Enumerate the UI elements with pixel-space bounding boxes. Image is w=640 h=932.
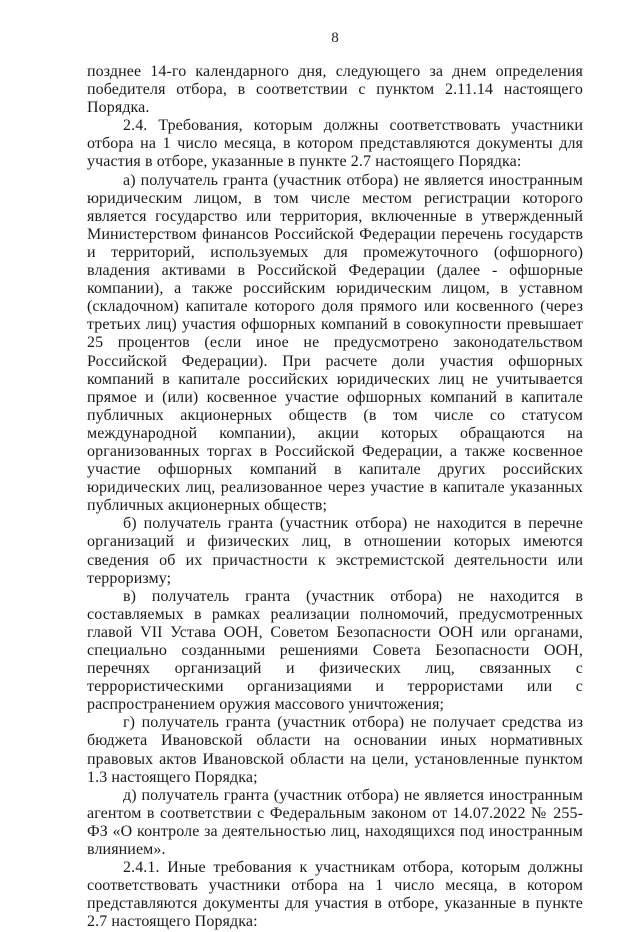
text-block xyxy=(87,63,583,932)
paragraph: д) получатель гранта (участник отбора) не является иностранным агентом в соответствии с Федеральным законом от 14.07.2022 № 255-ФЗ «О контроле за деятельностью лиц, находящихся под иностранным влиянием». xyxy=(87,786,583,859)
paragraph: в) получатель гранта (участник отбора) не находится в составляемых в рамках реализации полномочий, предусмотренных главой VII Устава ООН, Советом Безопасности ООН или органами, специально созданными решениями Совета Безопасности ООН, перечнях организаций и физических лиц, связанных с террористическими организациями и террористами или с распространением оружия массового уничтожения; xyxy=(87,587,583,714)
paragraph: б) получатель гранта (участник отбора) не находится в перечне организаций и физических лиц, в отношении которых имеются сведения об их причастности к экстремистской деятельности или терроризму; xyxy=(87,515,583,587)
page-number: 8 xyxy=(331,30,339,46)
paragraph: 2.4. Требования, которым должны соответствовать участники отбора на 1 число месяца, в котором представляются документы для участия в отборе, указанные в пункте 2.7 настоящего Порядка: xyxy=(87,117,583,171)
paragraph: а) получатель гранта (участник отбора) не является иностранным юридическим лицом, в том числе местом регистрации которого является государство или территория, включенные в утвержденный Министерством финансов Российской Федерации перечень государств и территорий, используемых для промежуточного (офшорного) владения активами в Российской Федерации (далее - офшорные компании), а также российским юридическим лицом, в уставном (складочном) капитале которого доля прямого или косвенного (через третьих лиц) участия офшорных компаний в совокупности превышает 25 процентов (если иное не предусмотрено законодательством Российской Федерации). При расчете доли участия офшорных компаний в капитале российских юридических лиц не учитывается прямое и (или) косвенное участие офшорных компаний в капитале публичных акционерных обществ (в том числе со статусом международной компании), акции которых обращаются на организованных торгах в Российской Федерации, а также косвенное участие офшорных компаний в капитале других российских юридических лиц, реализованное через участие в капитале указанных публичных акционерных обществ; xyxy=(87,171,583,515)
paragraph: г) получатель гранта (участник отбора) не получает средства из бюджета Ивановской области на основании иных нормативных правовых актов Ивановской области на цели, установленные пунктом 1.3 настоящего Порядка; xyxy=(87,714,583,786)
paragraph: 2.4.1. Иные требования к участникам отбора, которым должны соответствовать участники отбора на 1 число месяца, в котором представляются документы для участия в отборе, указанные в пункте 2.7 настоящего Порядка: xyxy=(87,859,583,931)
paragraph: позднее 14-го календарного дня, следующего за днем определения победителя отбора, в соответствии с пунктом 2.11.14 настоящего Порядка. xyxy=(87,63,583,117)
